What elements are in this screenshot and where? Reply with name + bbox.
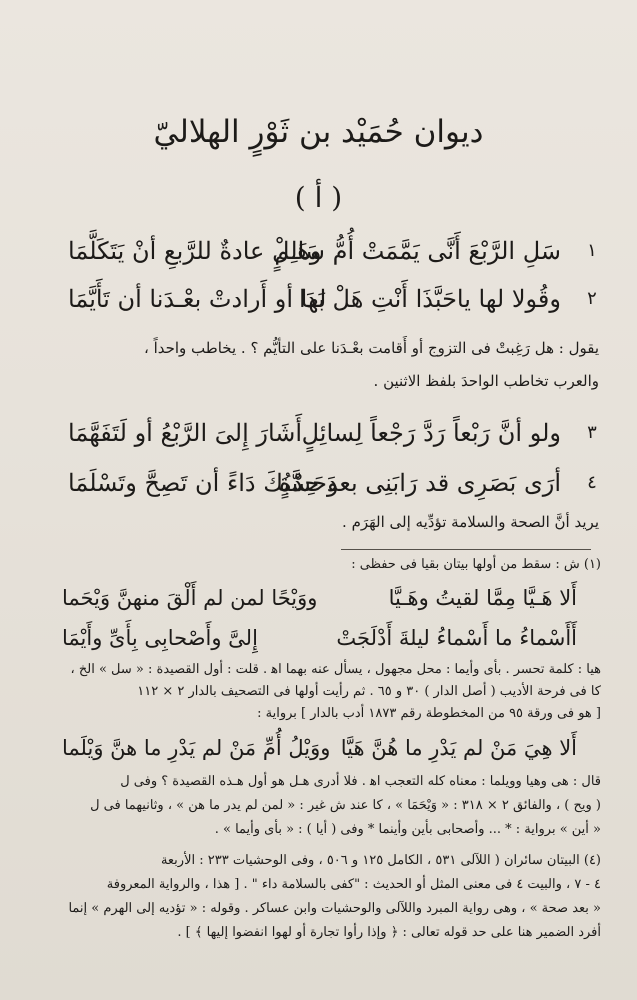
- first-hemistich: ولو أنَّ رَبْعاً رَدَّ رَجْعاً لِسائِلٍ: [301, 419, 561, 447]
- second-hemistich: أَشَارَ إِلىَ الرَّبْعُ أو لَتَفَهَّمَا: [68, 419, 303, 447]
- first-hemistich: وقُولا لها ياحَبَّذَا أَنْتِ هَلْ بَدَا: [298, 285, 561, 313]
- footnote-line: قال : هى وهيا وويلما : معناه كله التعجب اﻫ . فلا أدرى هـل هو أول هـذه القصيدة ؟ وفى ل: [120, 774, 601, 789]
- footnote-line: [ هو فى ورقة ٩٥ من المخطوطة رقم ١٨٧٣ أدب بالدار ] برواية :: [257, 706, 601, 721]
- second-hemistich: لها أو أَرادتْ بعْـدَنا أن تَأَيَّمَا: [68, 285, 327, 313]
- second-hemistich: إِلىَّ وأَصْحابِى بِأَىِّ وأَيْمَا: [62, 626, 258, 650]
- footnote-line: ( ويح ) ، والفائق ٢ × ٣١٨ : « وَيْحَمَا » ، كا عند ش غير : « لمن لم يدر ما هن » ، وثانيهما فى ل: [90, 798, 601, 813]
- verse-number: ٢: [587, 288, 597, 309]
- verse-3: [68, 415, 603, 451]
- page-title: ديوان حُمَيْد بن ثَوْرٍ الهلاليّ: [153, 114, 484, 150]
- first-hemistich: أرَى بَصَرِى قد رَابَنِى بعدَ حِدَّةٍ: [279, 469, 561, 497]
- footnote-separator: [341, 549, 591, 550]
- verse-4: [68, 465, 603, 501]
- footnote-line: « أين » برواية : * ... وأصحابى بأين وأينما * وفى ( أيا ) : « بأى وأيما » .: [214, 822, 601, 837]
- footnote-line: ٤ - ٧ ، والبيت ٤ فى معنى المثل أو الحديث : "كفى بالسلامة داء " . [ هذا ، والرواية المعروفة: [106, 877, 601, 892]
- verse-number: ٤: [587, 472, 597, 493]
- verse-1: [68, 233, 603, 269]
- footnote-verse: [62, 582, 577, 614]
- first-hemistich: أَأَسْماءُ ما أَسْماءُ ليلةَ أَدْلَجَتْ: [336, 626, 577, 650]
- footnote-line: (١) ش : سقط من أولها بيتان بقيا فى حفظى :: [351, 557, 601, 572]
- footnote-verse: [62, 732, 577, 764]
- verse-2: [68, 281, 603, 317]
- footnote-verse: [62, 622, 577, 654]
- verse-number: ١: [587, 240, 597, 261]
- first-hemistich: أَلا هِيَ مَنْ لم يَدْرِ ما هُنَّ هَيَّا: [340, 736, 577, 760]
- second-hemistich: وحَسْبُكَ دَاءً أن تَصِحَّ وتَسْلَمَا: [68, 469, 339, 497]
- second-hemistich: ووَيْلُ أُمِّ مَنْ لم يَدْرِ ما هنَّ وَيْلَما: [62, 736, 331, 760]
- first-hemistich: سَلِ الرَّبْعَ أَنَّى يَمَّمَتْ أُمُّ سَالِمٍ: [274, 237, 561, 265]
- commentary-line: يريد أنَّ الصحة والسلامة تؤدِّيه إلى الهَرَم .: [342, 513, 599, 531]
- second-hemistich: ووَيْحًا لمن لم أَلْقَ منهنَّ وَيْحَما: [62, 586, 318, 610]
- second-hemistich: وهَـلْ عادةٌ للرَّبعِ أنْ يَتَكَلَّمَا: [68, 237, 322, 265]
- footnote-line: (٤) البيتان سائران ( اللآلى ٥٣١ ، الكامل ١٢٥ و ٥٠٦ ، وفى الوحشيات ٢٣٣ : الأربعة: [160, 853, 601, 868]
- section-marker: ( أ ): [294, 181, 343, 214]
- footnote-line: هيا : كلمة تحسر . بأى وأيما : محل مجهول ، يسأل عنه بهما اﻫ . قلت : أول القصيدة : « سل » الخ ،: [70, 662, 601, 677]
- verse-number: ٣: [587, 422, 597, 443]
- first-hemistich: أَلا هَـيَّا مِمَّا لقيتُ وهَـيَّا: [388, 586, 577, 610]
- commentary-line: يقول : هل رَغِبتْ فى التزوج أو أَقامت بعْـدَنا على التأيُّم ؟ . يخاطب واحداً ،: [143, 339, 599, 357]
- footnote-line: « بعد صحة » ، وهى رواية المبرد واللآلى والوحشيات وابن عساكر . وقوله : « تؤديه إلى الهرم » إنما: [68, 901, 601, 916]
- footnote-line: كا فى فرحة الأديب ( أصل الدار ) ٣٠ و ٦٥ . ثم رأيت أولها فى التصحيف بالدار ٢ × ١١٢: [137, 684, 601, 699]
- commentary-line: والعرب تخاطب الواحدَ بلفظ الاثنين .: [373, 372, 599, 390]
- footnote-line: أفرد الضمير هنا على حد قوله تعالى : ﴿ وإذا رأوا تجارة أو لهوا انفضوا إليها ﴾ ] .: [177, 925, 601, 940]
